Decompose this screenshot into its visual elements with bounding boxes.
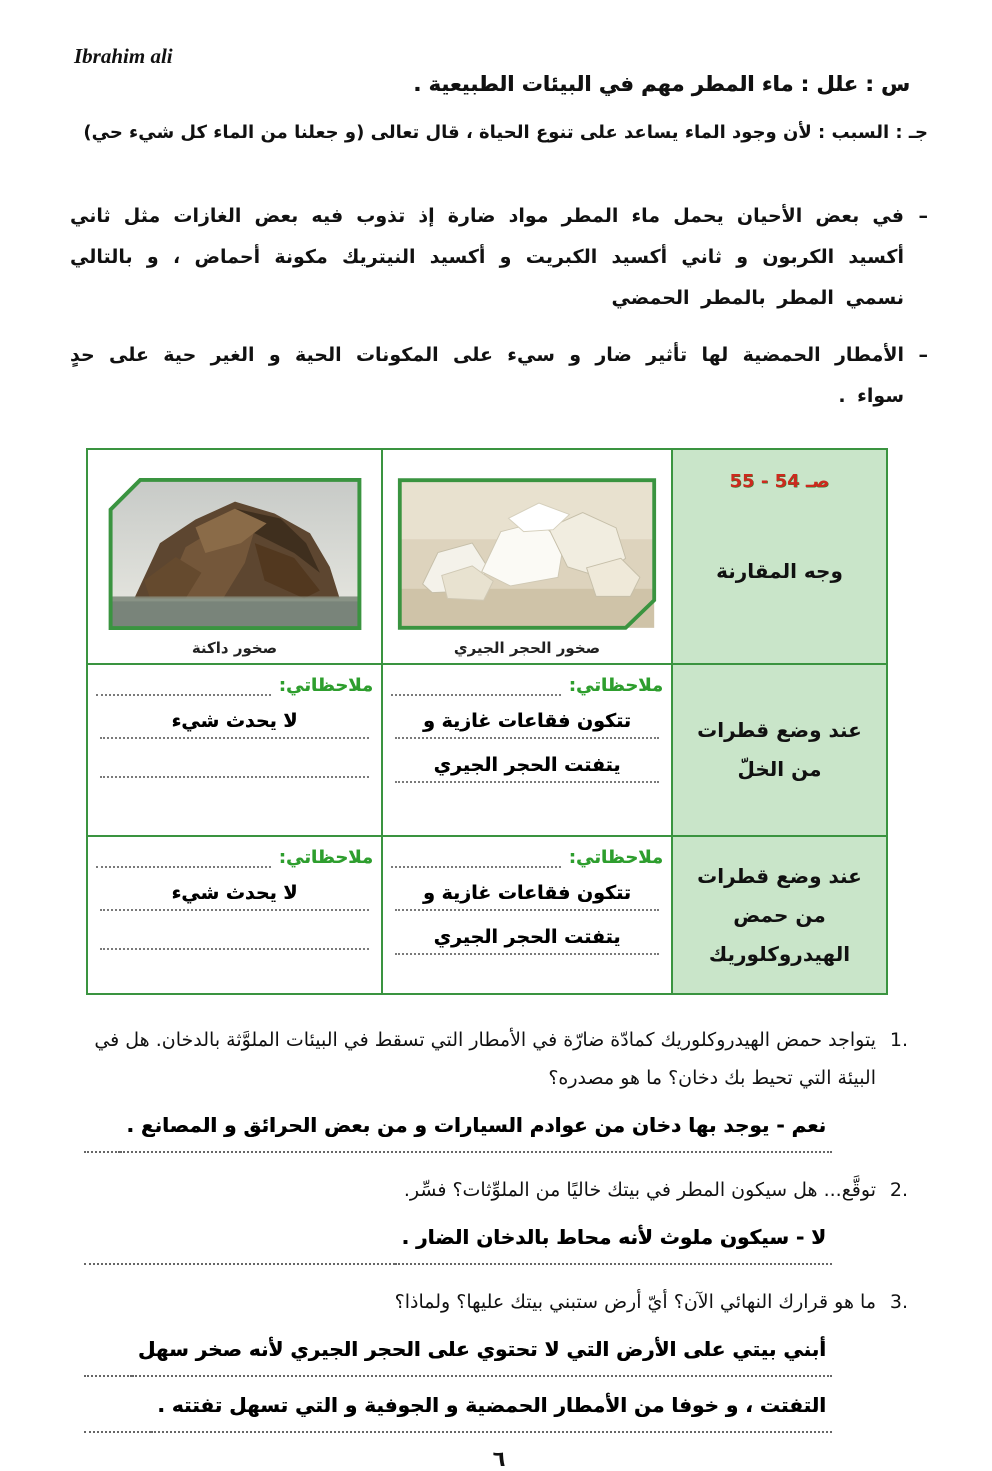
vinegar-dark-notes (87, 664, 382, 836)
question-text: توقَّع... هل سيكون المطر في بيتك خاليًا من الملوِّثات؟ فسِّر. (403, 1179, 876, 1202)
notes-header (391, 675, 663, 696)
dotted-line (96, 676, 271, 696)
notes-header (96, 675, 373, 696)
answer-dotted-line (84, 1329, 132, 1377)
bullet-dash: – (918, 205, 928, 228)
observation-line: لا يحدث شيء (100, 882, 369, 911)
photo-caption: صخور الحجر الجيري (453, 639, 601, 658)
questions-section (70, 1021, 910, 1433)
notes-label: ملاحظاتي: (278, 675, 373, 697)
limestone-rocks-photo (396, 476, 658, 632)
observation-line-empty (100, 926, 369, 950)
bullet-dash: – (918, 343, 928, 366)
question-number: 2. (889, 1179, 908, 1202)
observation-line: تتكون فقاعات غازية و (395, 710, 659, 739)
observation-line: لا يحدث شيء (100, 710, 369, 739)
answer-text: نعم - يوجد بها دخان من عوادم السيارات و من بعض الحرائق و المصانع . (120, 1105, 832, 1153)
student-answer-3-line-2 (84, 1385, 832, 1433)
note-paragraph-acid-rain (70, 196, 928, 319)
observation-line: يتفتت الحجر الجيري (395, 754, 659, 783)
dark-rocks-photo (106, 476, 364, 632)
observation-line: تتكون فقاعات غازية و (395, 882, 659, 911)
notes-label: ملاحظاتي: (568, 675, 663, 697)
question-number: 1. (889, 1029, 908, 1052)
answer-dotted-line (84, 1217, 395, 1265)
page-number: ٦ (492, 1447, 506, 1471)
question-text: يتواجد حمض الهيدروكلوريك كمادّة ضارّة في الأمطار التي تسقط في البيئات الملوَّثة بالدخان. هل في البيئة التي تحيط بك دخان؟ ما هو مصدره؟ (94, 1029, 876, 1090)
question-block-2 (70, 1171, 910, 1265)
dotted-line (96, 848, 271, 868)
vinegar-row (87, 664, 887, 836)
observation-line: يتفتت الحجر الجيري (395, 926, 659, 955)
dotted-line (391, 676, 561, 696)
note-paragraph-effects (70, 335, 928, 417)
comparison-header-cell (672, 449, 887, 664)
student-answer-1 (84, 1105, 832, 1153)
note-text: الأمطار الحمضية لها تأثير ضار و سيء على المكونات الحية و الغير حية على حدٍ سواء . (70, 343, 904, 407)
question-block-3 (70, 1283, 910, 1433)
dark-rocks-photo-cell (87, 449, 382, 664)
model-answer-line: جـ : السبب : لأن وجود الماء يساعد على تنوع الحياة ، قال تعالى (و جعلنا من الماء كل شيء حي) (83, 122, 928, 143)
answer-text: أبني بيتي على الأرض التي لا تحتوي على الحجر الجيري لأنه صخر سهل (132, 1329, 832, 1377)
photo-caption: صخور داكنة (191, 639, 278, 658)
note-text: في بعض الأحيان يحمل ماء المطر مواد ضارة إذ تذوب فيه بعض الغازات مثل ثاني أكسيد الكربون و ثاني أكسيد الكبريت و أكسيد النيتريك مكونة أحماض ، و بالتالي نسمي المطر بالمطر الحمضي (70, 205, 904, 309)
notes-header (96, 847, 373, 868)
notes-header (391, 847, 663, 868)
observation-line-empty (100, 754, 369, 778)
hcl-row (87, 836, 887, 994)
comparison-axis-label: وجه المقارنة (716, 558, 843, 583)
lesson-question-title: س : علل : ماء المطر مهم في البيئات الطبيعية . (413, 72, 910, 96)
question-text: ما هو قرارك النهائي الآن؟ أيّ أرض ستبني بيتك عليها؟ ولماذا؟ (394, 1291, 876, 1314)
question-block-1 (70, 1021, 910, 1153)
answer-text: لا - سيكون ملوث لأنه محاط بالدخان الضار . (395, 1217, 832, 1265)
comparison-table (86, 448, 888, 995)
notes-label: ملاحظاتي: (568, 847, 663, 869)
answer-dotted-line (84, 1105, 120, 1153)
page-reference: صـ 54 - 55 (729, 471, 830, 493)
criterion-hcl: عند وضع قطرات من حمض الهيدروكلوريك (672, 836, 887, 994)
criterion-vinegar: عند وضع قطرات من الخلّ (672, 664, 887, 836)
student-answer-2 (84, 1217, 832, 1265)
question-number: 3. (889, 1291, 908, 1314)
hcl-limestone-notes (382, 836, 672, 994)
vinegar-limestone-notes (382, 664, 672, 836)
answer-dotted-line (84, 1385, 151, 1433)
author-name: Ibrahim ali (74, 44, 173, 68)
dotted-line (391, 848, 561, 868)
limestone-photo-cell (382, 449, 672, 664)
student-answer-3-line-1 (84, 1329, 832, 1377)
answer-text: التفتت ، و خوفا من الأمطار الحمضية و الجوفية و التي تسهل تفتته . (151, 1385, 832, 1433)
table-header-row (87, 449, 887, 664)
hcl-dark-notes (87, 836, 382, 994)
notes-label: ملاحظاتي: (278, 847, 373, 869)
